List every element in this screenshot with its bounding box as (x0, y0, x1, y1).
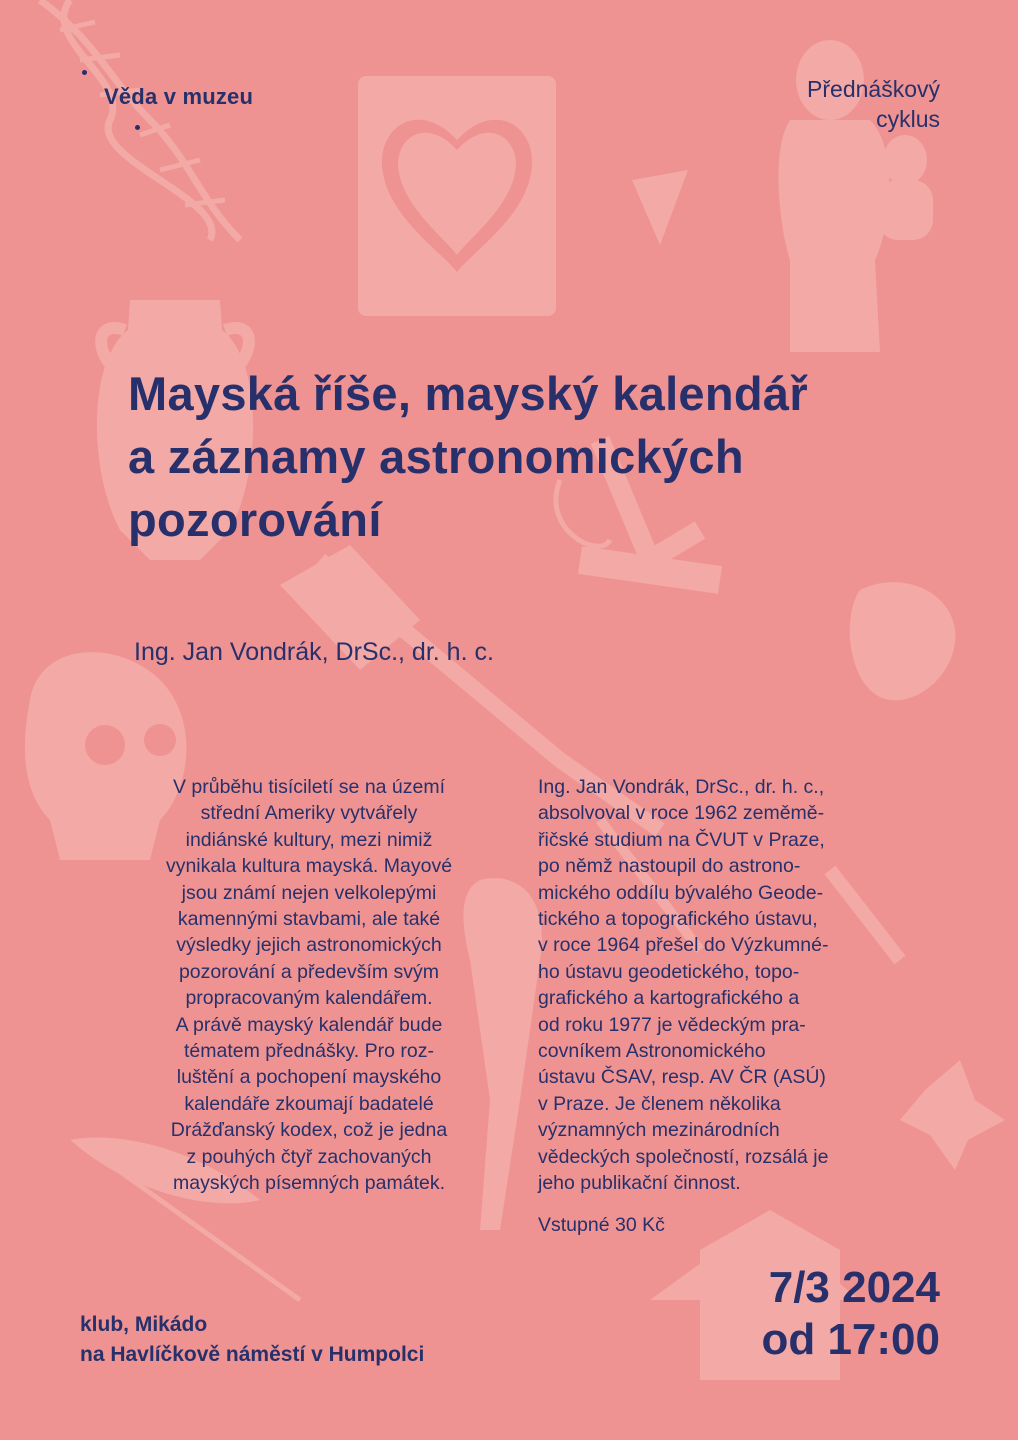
text-line: výsledky jejich astronomických (176, 934, 442, 957)
text-line: V průběhu tisíciletí se na území (172, 776, 446, 798)
text-line: Drážďanský kodex, což je jedna (170, 1119, 448, 1142)
cycle-label (720, 74, 940, 134)
heart-tile-icon (358, 76, 556, 316)
series-title: Věda v muzeu (104, 84, 254, 109)
text-line: z pouhých čtyř zachovaných (186, 1145, 432, 1168)
dna-helix-icon (40, 0, 240, 240)
shard-icon (632, 170, 688, 245)
venue-line: klub, Mikádo (80, 1313, 208, 1336)
event-datetime (761, 1262, 940, 1366)
venue-line: na Havlíčkově náměstí v Humpolci (80, 1343, 425, 1366)
text-line: střední Ameriky vytvářely (200, 802, 418, 825)
text-line: řičské studium na ČVUT v Praze, (538, 828, 825, 851)
text-line: tického a topografického ústavu, (538, 908, 818, 931)
text-line: významných mezinárodních (538, 1119, 780, 1142)
text-line: v roce 1964 přešel do Výzkumné- (538, 934, 829, 957)
text-line: tématem přednášky. Pro roz- (184, 1040, 434, 1063)
rock-icon (850, 582, 956, 700)
text-line: vědeckých společností, rozsálá je (538, 1145, 829, 1168)
text-line: jsou známí nejen velkolepými (181, 881, 437, 904)
lecture-title (128, 362, 988, 551)
text-line: mayských písemných památek. (172, 1172, 446, 1195)
event-time: od 17:00 (761, 1315, 940, 1364)
title-line: pozorování (128, 493, 382, 546)
text-line: covníkem Astronomického (538, 1040, 766, 1063)
star-shape-icon (900, 1060, 1005, 1170)
text-line: jeho publikační činnost. (538, 1172, 741, 1195)
title-line: Mayská říše, mayský kalendář (128, 367, 808, 420)
dot-marker (82, 70, 87, 75)
text-line: ho ústavu geodetického, topo- (538, 960, 800, 983)
text-line: kamennými stavbami, ale také (177, 908, 441, 931)
text-line: A právě mayský kalendář bude (175, 1013, 443, 1036)
title-line: a záznamy astronomických (128, 430, 744, 483)
cycle-line: Přednáškový (807, 76, 940, 102)
text-line: kalendáře zkoumají badatelé (184, 1092, 434, 1115)
text-line: pozorování a především svým (178, 960, 440, 983)
text-line: mického oddílu bývalého Geode- (538, 881, 824, 904)
text-line: propracovaným kalendářem. (185, 987, 433, 1010)
text-line: po němž nastoupil do astrono- (538, 855, 801, 878)
venue (80, 1310, 424, 1370)
text-line: indiánské kultury, mezi nimiž (185, 828, 433, 851)
cycle-line: cyklus (876, 106, 940, 132)
admission-fee: Vstupné 30 Kč (538, 1214, 665, 1236)
text-line: v Praze. Je členem několika (538, 1092, 781, 1115)
text-line: od roku 1977 je vědeckým pra- (538, 1013, 806, 1036)
text-line: ústavu ČSAV, resp. AV ČR (ASÚ) (538, 1066, 826, 1089)
speaker-bio (538, 774, 878, 1197)
text-line: absolvoval v roce 1962 zeměmě- (538, 802, 825, 825)
text-line: Ing. Jan Vondrák, DrSc., dr. h. c., (538, 776, 825, 798)
text-line: vynikala kultura mayská. Mayové (165, 855, 453, 878)
speaker-name: Ing. Jan Vondrák, DrSc., dr. h. c. (134, 638, 494, 666)
dot-marker (135, 125, 140, 130)
event-date: 7/3 2024 (768, 1263, 940, 1312)
text-line: grafického a kartografického a (538, 987, 800, 1010)
text-line: luštění a pochopení mayského (176, 1066, 442, 1089)
lecture-description (128, 774, 490, 1197)
